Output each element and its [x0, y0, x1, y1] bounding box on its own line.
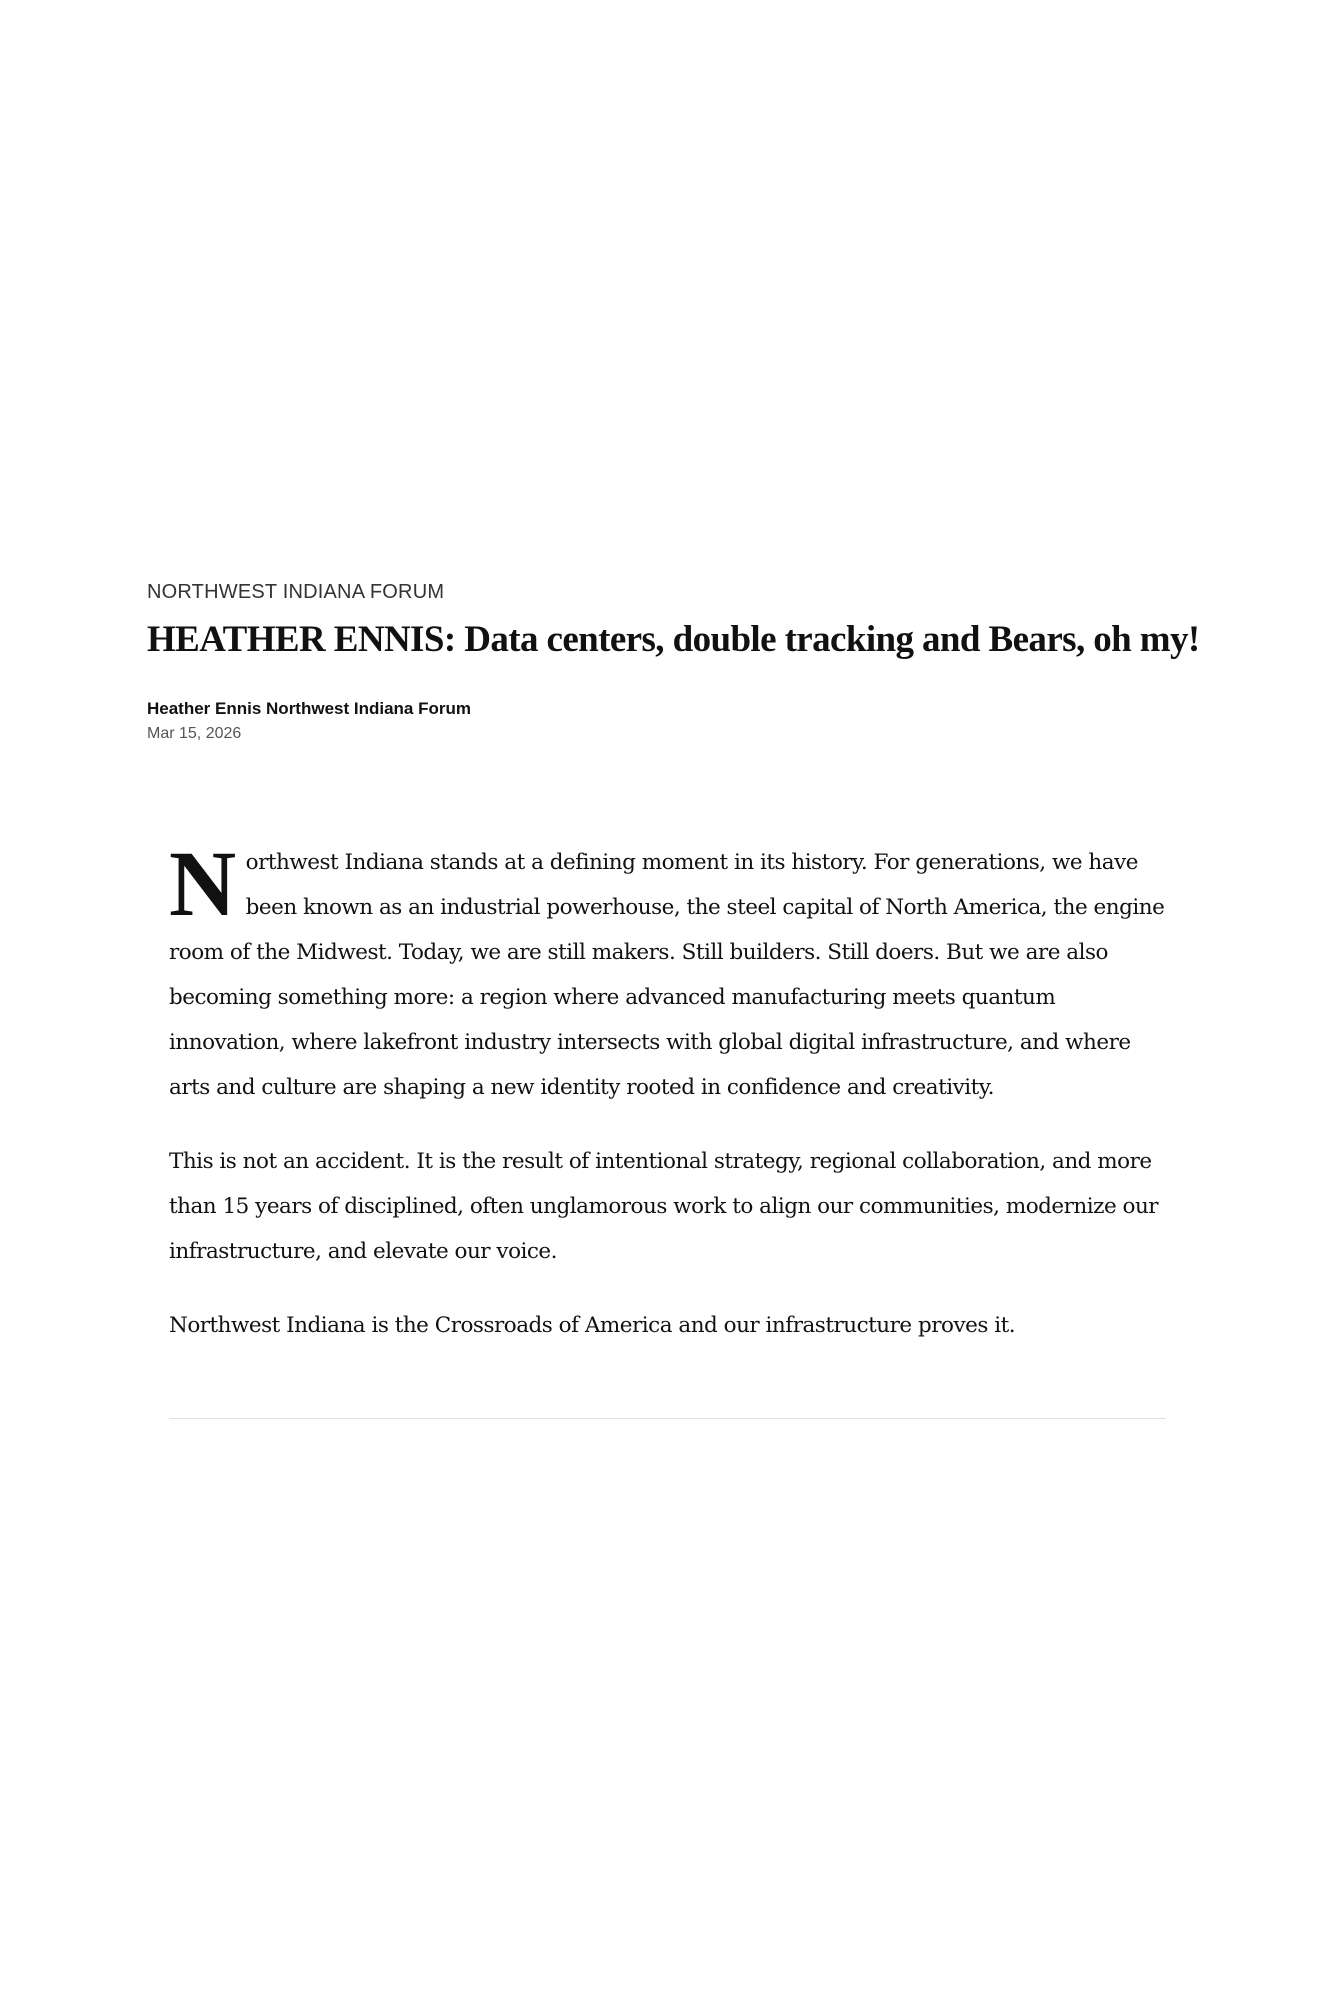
byline[interactable]: Heather Ennis Northwest Indiana Forum	[147, 699, 471, 718]
article-body	[169, 833, 1169, 1377]
paragraph-1	[169, 833, 1169, 1110]
drop-cap: N	[169, 833, 236, 936]
section-label[interactable]: NORTHWEST INDIANA FORUM	[147, 581, 445, 603]
paragraph-2: This is not an accident. It is the result of intentional strategy, regional collaboration, and more than 15 years of disciplined, often unglamorous work to align our communities, modernize our infrastructure, and elevate our voice.	[169, 1149, 1159, 1264]
article-headline: HEATHER ENNIS: Data centers, double tracking and Bears, oh my!	[147, 619, 1200, 660]
divider	[169, 1418, 1166, 1419]
publish-date: Mar 15, 2026	[147, 725, 242, 742]
paragraph-3: Northwest Indiana is the Crossroads of America and our infrastructure proves it.	[169, 1313, 1016, 1338]
paragraph-1-text: orthwest Indiana stands at a defining moment in its history. For generations, we have been known as an industrial powerhouse, the steel capital of North America, the engine room of the Midwest. Today, we are still makers. Still builders. Still doers. But we are also becoming something more: a region where advanced manufacturing meets quantum innovation, where lakefront industry intersects with global digital infrastructure, and where arts and culture are shaping a new identity rooted in confidence and creativity.	[169, 850, 1165, 1100]
article-header	[147, 580, 1200, 744]
